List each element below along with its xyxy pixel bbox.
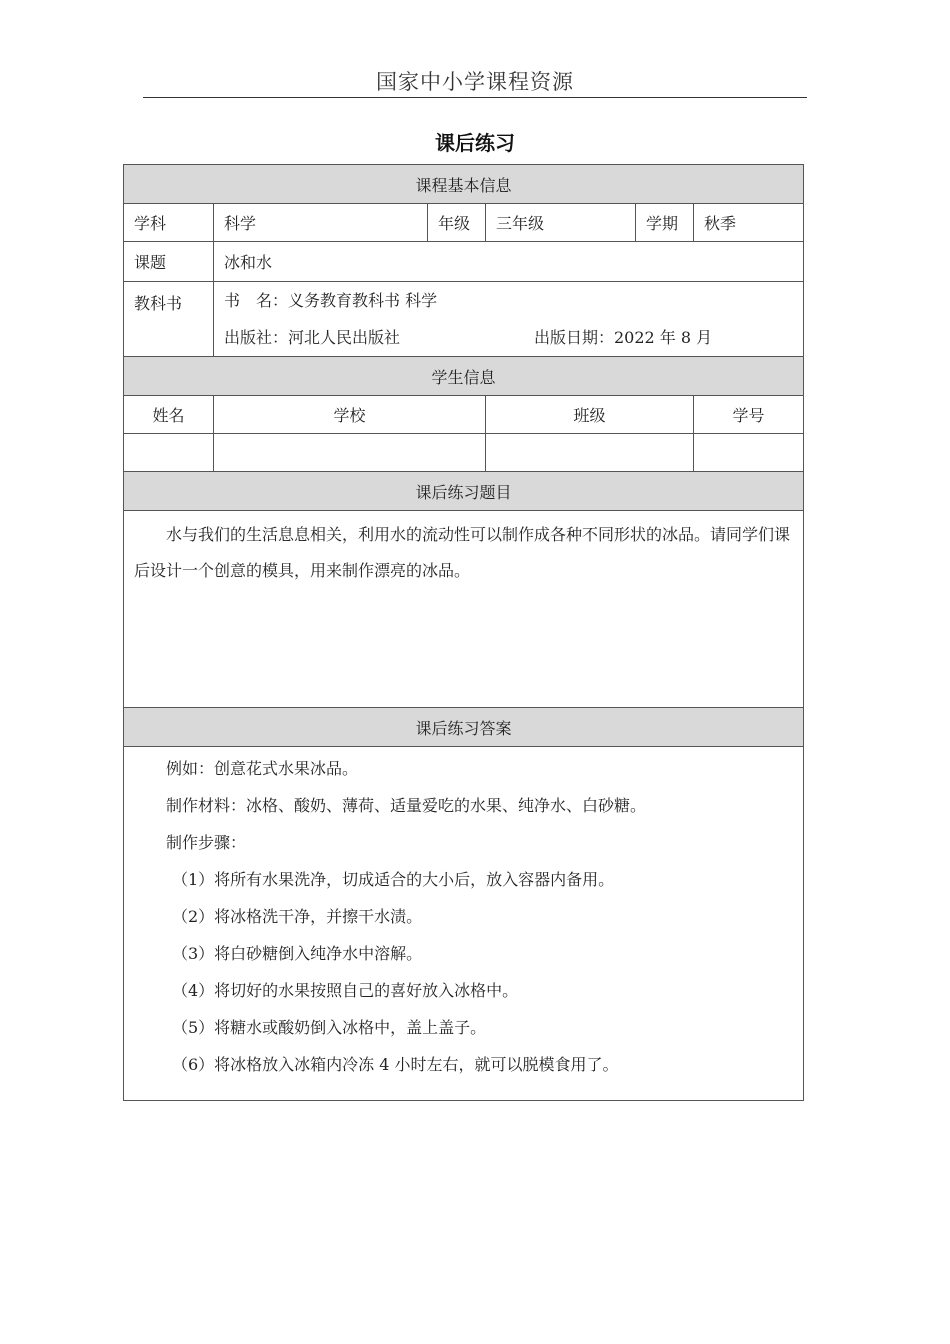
publisher: 出版社：河北人民出版社 [224,328,401,347]
answer-step: （4）将切好的水果按照自己的喜好放入冰格中。 [172,981,519,1000]
term-value: 秋季 [694,204,804,242]
answer-example: 例如：创意花式水果冰品。 [166,759,359,778]
answer-materials: 制作材料：冰格、酸奶、薄荷、适量爱吃的水果、纯净水、白砂糖。 [166,796,647,815]
answer-step: （5）将糖水或酸奶倒入冰格中，盖上盖子。 [172,1018,487,1037]
worksheet-table [123,164,804,1101]
school-field[interactable] [214,434,486,472]
publication-date: 出版日期：2022 年 8 月 [534,328,713,347]
student-id-field[interactable] [694,434,804,472]
topic-value: 冰和水 [214,242,804,282]
answer-step: （6）将冰格放入冰箱内冷冻 4 小时左右，就可以脱模食用了。 [172,1055,619,1074]
document-title: 课后练习 [435,131,515,155]
exercise-text: 水与我们的生活息息相关，利用水的流动性可以制作成各种不同形状的冰品。请同学们课后设计一个创意的模具，用来制作漂亮的冰品。 [134,525,791,580]
term-label: 学期 [636,204,694,242]
answer-steps-title: 制作步骤： [166,833,247,852]
header-title: 国家中小学课程资源 [376,70,574,94]
topic-label: 课题 [124,242,214,282]
exercise-section-header: 课后练习题目 [124,472,804,511]
answer-content [124,747,804,1101]
name-label: 姓名 [124,396,214,434]
textbook-label: 教科书 [124,282,214,357]
textbook-info [214,282,804,357]
answer-step: （3）将白砂糖倒入纯净水中溶解。 [172,944,423,963]
answer-step: （1）将所有水果洗净，切成适合的大小后，放入容器内备用。 [172,870,615,889]
book-name: 书 名：义务教育教科书 科学 [224,291,438,310]
grade-value: 三年级 [486,204,636,242]
answer-section-header: 课后练习答案 [124,708,804,747]
class-field[interactable] [486,434,694,472]
subject-label: 学科 [124,204,214,242]
student-id-label: 学号 [694,396,804,434]
exercise-content [124,511,804,708]
grade-label: 年级 [428,204,486,242]
school-label: 学校 [214,396,486,434]
name-field[interactable] [124,434,214,472]
answer-step: （2）将冰格洗干净，并擦干水渍。 [172,907,423,926]
student-info-section-header: 学生信息 [124,357,804,396]
publisher-row [224,319,793,356]
header-divider [143,97,807,98]
subject-value: 科学 [214,204,428,242]
class-label: 班级 [486,396,694,434]
course-info-section-header: 课程基本信息 [124,165,804,204]
